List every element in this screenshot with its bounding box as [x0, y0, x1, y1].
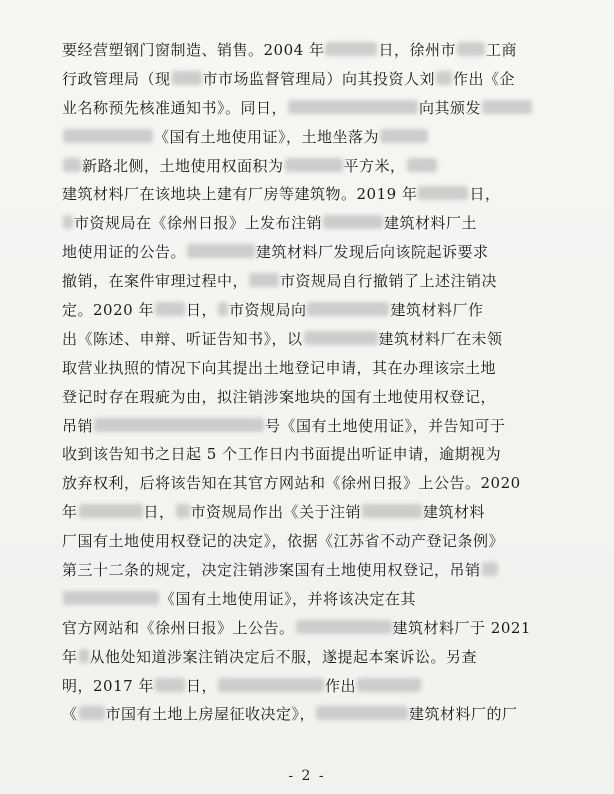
text-segment: 《 — [62, 705, 78, 724]
text-line — [62, 354, 562, 383]
text-segment: 日， — [469, 185, 501, 204]
redaction-blur — [187, 244, 255, 258]
text-segment: 收到该告知书之日起 5 个工作日内书面提出听证申请，逾期视为 — [62, 445, 502, 464]
redaction-blur — [63, 591, 159, 605]
redaction-blur — [380, 129, 428, 143]
text-segment: 行政管理局（现 — [62, 69, 171, 88]
redaction-blur — [307, 302, 389, 316]
text-segment: 建筑材料厂土 — [384, 214, 478, 233]
text-segment: 地使用证的公告。 — [62, 243, 187, 262]
text-segment: 撤销，在案件审理过程中， — [62, 272, 249, 291]
text-segment: 向其颁发 — [419, 98, 482, 117]
redaction-blur — [482, 562, 498, 576]
text-segment: 日，徐州市 — [378, 41, 456, 59]
redaction-blur — [79, 504, 143, 518]
text-segment: 《国有土地使用证》，并将该决定在其 — [160, 589, 417, 608]
text-line — [62, 296, 562, 325]
text-segment: 市资规局作出《关于注销 — [190, 503, 362, 522]
text-line — [62, 469, 562, 498]
text-segment: 日， — [185, 676, 217, 695]
redaction-blur — [94, 418, 264, 432]
redaction-blur — [218, 302, 228, 316]
text-line — [62, 65, 562, 94]
redaction-blur — [176, 504, 190, 518]
redaction-blur — [325, 42, 377, 56]
text-segment: 建筑材料厂在未领 — [378, 329, 503, 348]
text-segment: 年 — [62, 647, 78, 666]
redaction-blur — [288, 100, 418, 114]
text-segment: 建筑材料厂作 — [390, 301, 484, 320]
text-segment: 年 — [62, 503, 78, 522]
text-line — [62, 614, 562, 643]
redaction-blur — [316, 706, 408, 720]
redaction-blur — [155, 302, 185, 316]
text-segment: 官方网站和《徐州日报》上公告。 — [62, 618, 295, 637]
text-line — [62, 180, 562, 209]
text-line — [62, 325, 562, 354]
text-line — [62, 267, 562, 296]
text-segment: 作出 — [324, 676, 356, 695]
text-segment: 从他处知道涉案注销决定后不服，遂提起本案诉讼。另查 — [89, 647, 478, 666]
text-segment: 业名称预先核准通知书》。同日， — [62, 98, 288, 117]
text-segment: 明，2017 年 — [62, 676, 154, 695]
text-segment: 放弃权利，后将该告知在其官方网站和《徐州日报》上公告。2020 — [62, 474, 521, 493]
text-segment: 市市场监督管理局）向其投资人刘 — [202, 69, 436, 88]
text-line — [62, 672, 562, 701]
redaction-blur — [482, 100, 532, 114]
text-segment: 取营业执照的情况下向其提出土地登记申请，其在办理该宗土地 — [62, 358, 497, 377]
text-segment: 工商 — [485, 41, 517, 59]
text-segment: 吊销 — [62, 416, 94, 435]
text-line — [62, 209, 562, 238]
redaction-blur — [79, 706, 105, 720]
text-segment: 第三十二条的规定，决定注销涉案国有土地使用权登记，吊销 — [62, 561, 481, 580]
text-line — [62, 383, 562, 412]
redaction-blur — [172, 71, 202, 85]
redaction-blur — [362, 504, 422, 518]
redaction-blur — [304, 331, 378, 345]
redaction-blur — [63, 129, 153, 143]
text-segment: 建筑材料厂于 2021 — [392, 618, 531, 637]
text-line — [62, 585, 562, 614]
text-line — [62, 527, 562, 556]
redaction-blur — [436, 71, 452, 85]
text-line — [62, 36, 562, 65]
text-segment: 建筑材料 — [423, 503, 486, 522]
text-segment: 市国有土地上房屋征收决定》， — [105, 705, 316, 724]
text-line — [62, 94, 562, 123]
text-segment: 号《国有土地使用证》，并告知可于 — [265, 416, 506, 435]
redaction-blur — [357, 678, 421, 692]
text-line — [62, 152, 562, 181]
text-segment: 出《陈述、申辩、听证告知书》，以 — [62, 329, 303, 348]
text-line — [62, 643, 562, 672]
redaction-blur — [418, 186, 468, 200]
redaction-blur — [63, 158, 81, 172]
text-segment: 日， — [143, 503, 175, 522]
text-line — [62, 498, 562, 527]
body-text — [62, 36, 562, 729]
text-segment: 建筑材料厂在该地块上建有厂房等建筑物。2019 年 — [62, 185, 418, 204]
redaction-blur — [323, 215, 383, 229]
text-line — [62, 700, 562, 729]
redaction-blur — [407, 158, 437, 172]
text-segment: 日， — [185, 301, 217, 320]
redaction-blur — [79, 649, 89, 663]
text-segment: 平方米， — [343, 156, 406, 175]
text-segment: 厂国有土地使用权登记的决定》，依据《江苏省不动产登记条例》 — [62, 532, 505, 551]
page-number: - 2 - — [288, 768, 326, 784]
text-segment: 《国有土地使用证》，土地坐落为 — [154, 127, 380, 146]
redaction-blur — [296, 620, 392, 634]
text-line — [62, 238, 562, 267]
text-line — [62, 556, 562, 585]
redaction-blur — [457, 42, 485, 56]
text-segment: 建筑材料厂的厂 — [409, 705, 518, 724]
redaction-blur — [249, 273, 279, 287]
redaction-blur — [155, 678, 185, 692]
text-segment: 作出《企 — [453, 69, 516, 88]
text-line — [62, 412, 562, 441]
text-segment: 建筑材料厂发现后向该院起诉要求 — [256, 243, 489, 262]
redaction-blur — [218, 678, 324, 692]
text-segment: 市资规局在《徐州日报》上发布注销 — [74, 214, 323, 233]
text-segment: 市资规局自行撤销了上述注销决 — [280, 272, 498, 291]
redaction-blur — [285, 158, 343, 172]
text-segment: 登记时存在瑕疵为由，拟注销涉案地块的国有土地使用权登记， — [62, 387, 497, 406]
redaction-blur — [63, 215, 73, 229]
text-segment: 定。2020 年 — [62, 301, 154, 320]
text-line — [62, 440, 562, 469]
text-segment: 市资规局向 — [228, 301, 307, 320]
text-line — [62, 123, 562, 152]
text-segment: 新路北侧，土地使用权面积为 — [82, 156, 284, 175]
text-segment: 要经营塑钢门窗制造、销售。2004 年 — [62, 41, 325, 59]
